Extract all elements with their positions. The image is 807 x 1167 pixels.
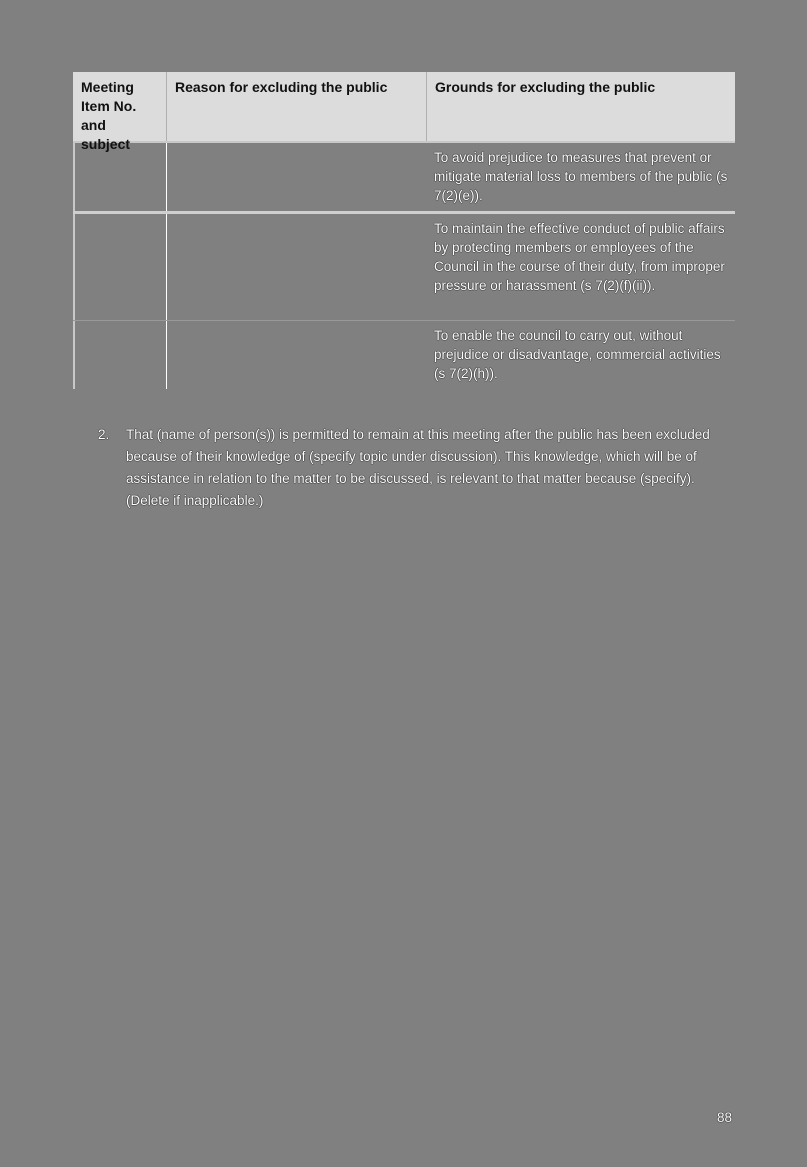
paragraph-text: That (name of person(s)) is permitted to remain at this meeting after the public has been excluded because of their knowledge of (specify topic under discussion). This knowledge, which will be of assistance in relation to the matter to be discussed, is relevant to that matter because (specify). (Delete if inapplicable.)	[126, 427, 710, 508]
page-number: 88	[717, 1110, 733, 1125]
cell-item	[73, 214, 167, 320]
cell-item	[73, 321, 167, 389]
header-grounds: Grounds for excluding the public	[435, 79, 656, 95]
cell-grounds: To avoid prejudice to measures that prevent or mitigate material loss to members of the public (s 7(2)(e)).	[434, 150, 728, 203]
exclusion-table	[73, 72, 735, 389]
cell-grounds: To maintain the effective conduct of public affairs by protecting members or employees of the Council in the course of their duty, from improper pressure or harassment (s 7(2)(f)(ii)).	[434, 221, 725, 293]
cell-reason	[167, 214, 427, 320]
header-reason: Reason for excluding the public	[167, 72, 427, 141]
cell-reason	[167, 143, 427, 211]
cell-reason	[167, 321, 427, 389]
table-header	[73, 72, 735, 152]
table-row	[73, 214, 735, 321]
cell-grounds: To enable the council to carry out, without prejudice or disadvantage, commercial activities (s 7(2)(h)).	[434, 328, 721, 381]
paragraph-number: 2.	[98, 427, 110, 442]
table-row	[73, 143, 735, 214]
resolution-paragraph	[98, 424, 728, 512]
cell-item	[73, 143, 167, 211]
header-item-subject: Meeting Item No. and subject	[73, 72, 167, 141]
table-row	[73, 321, 735, 389]
